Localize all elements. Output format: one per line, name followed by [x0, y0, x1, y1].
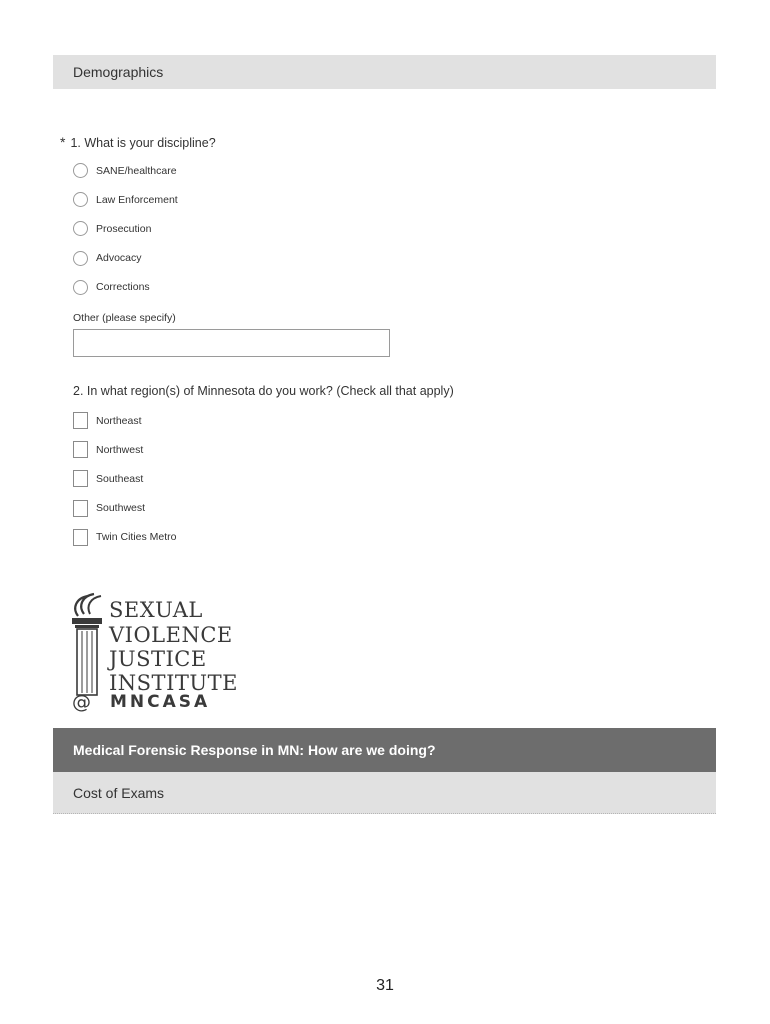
section-header-medical-forensic [53, 728, 716, 772]
option-label: Southeast [96, 472, 144, 485]
checkbox[interactable] [73, 500, 88, 517]
logo-org: MNCASA [110, 692, 211, 712]
radio-button[interactable] [73, 251, 88, 266]
logo-line-sexual: SEXUAL [109, 598, 203, 622]
question-1 [60, 134, 216, 150]
option-label: Prosecution [96, 222, 152, 235]
page-number: 31 [376, 977, 394, 994]
checkbox[interactable] [73, 470, 88, 487]
option-label: Southwest [96, 502, 146, 515]
option-northeast[interactable] [73, 406, 177, 435]
region-options [73, 406, 177, 552]
option-corrections[interactable] [73, 273, 178, 302]
option-advocacy[interactable] [73, 244, 178, 273]
radio-button[interactable] [73, 192, 88, 207]
logo-line-institute: INSTITUTE [109, 671, 238, 695]
logo-line-justice: JUSTICE [109, 647, 207, 671]
option-southwest[interactable] [73, 494, 177, 523]
section-subtitle: Cost of Exams [73, 784, 165, 801]
checkbox[interactable] [73, 441, 88, 458]
sexual-violence-justice-institute-logo [68, 592, 238, 714]
option-label: Twin Cities Metro [96, 531, 177, 544]
checkbox[interactable] [73, 412, 88, 429]
option-southeast[interactable] [73, 464, 177, 493]
radio-button[interactable] [73, 221, 88, 236]
other-label: Other (please specify) [73, 312, 176, 324]
section-title: Medical Forensic Response in MN: How are we doing? [73, 742, 436, 758]
option-label: Law Enforcement [96, 193, 178, 206]
option-label: SANE/healthcare [96, 164, 177, 177]
radio-button[interactable] [73, 280, 88, 295]
radio-button[interactable] [73, 163, 88, 178]
required-marker: * [60, 134, 66, 150]
option-sane-healthcare[interactable] [73, 156, 178, 185]
at-symbol: @ [72, 691, 91, 713]
section-title: Demographics [73, 64, 164, 80]
checkbox[interactable] [73, 529, 88, 546]
option-label: Northwest [96, 443, 144, 456]
option-label: Northeast [96, 414, 142, 427]
option-label: Corrections [96, 281, 150, 294]
logo-line-violence: VIOLENCE [109, 623, 233, 647]
question-1-text: 1. What is your discipline? [70, 136, 216, 150]
question-2 [73, 384, 454, 398]
option-prosecution[interactable] [73, 214, 178, 243]
section-header-demographics [53, 55, 716, 89]
option-law-enforcement[interactable] [73, 185, 178, 214]
question-2-text: 2. In what region(s) of Minnesota do you work? (Check all that apply) [73, 384, 454, 398]
option-northwest[interactable] [73, 435, 177, 464]
option-label: Advocacy [96, 252, 142, 265]
discipline-options [73, 156, 178, 302]
option-twin-cities-metro[interactable] [73, 523, 177, 552]
other-specify-field[interactable] [73, 329, 390, 357]
section-header-cost-of-exams [53, 772, 716, 814]
